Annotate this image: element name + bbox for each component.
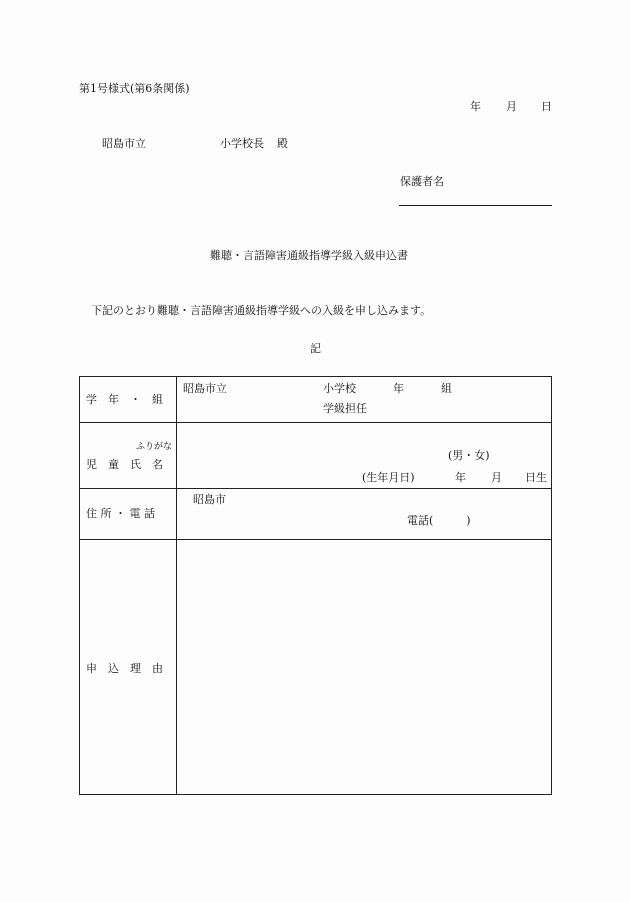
phone-field[interactable]: 電話( ) <box>407 514 471 527</box>
date-day-label: 日 <box>541 100 552 113</box>
grade-class-label: 学 年 ・ 組 <box>86 393 163 406</box>
reason-label: 申 込 理 由 <box>86 662 163 675</box>
reason-input-area[interactable] <box>178 541 550 793</box>
guardian-label: 保護者名 <box>400 175 444 188</box>
ki-marker: 記 <box>310 342 321 355</box>
addressee-school: 小学校長 <box>220 137 264 150</box>
table-divider-vertical <box>176 377 177 794</box>
birth-month: 月 <box>491 471 502 484</box>
date-month-label: 月 <box>506 100 517 113</box>
address-phone-label: 住 所 ・ 電 話 <box>86 507 155 520</box>
furigana-label: ふりがな <box>136 442 173 452</box>
grade-year: 年 <box>393 382 404 395</box>
child-name-label: 児 童 氏 名 <box>86 458 163 471</box>
form-number: 第1号様式(第6条関係) <box>79 82 190 95</box>
row-divider <box>80 488 551 489</box>
application-table <box>79 376 552 795</box>
sex-selector[interactable]: (男・女) <box>448 449 490 462</box>
guardian-signature-line[interactable] <box>399 205 552 206</box>
addressee-city: 昭島市立 <box>102 137 146 150</box>
addressee-honorific: 殿 <box>277 137 288 150</box>
birthdate-label: (生年月日) <box>362 471 415 484</box>
birth-year: 年 <box>455 471 466 484</box>
form-title: 難聴・言語障害通級指導学級入級申込書 <box>210 249 408 262</box>
statement: 下記のとおり難聴・言語障害通級指導学級への入級を申し込みます。 <box>91 304 432 317</box>
row-divider <box>80 539 551 540</box>
class-teacher-label: 学級担任 <box>323 402 367 415</box>
date-year-label: 年 <box>470 100 481 113</box>
grade-school: 小学校 <box>323 382 356 395</box>
address-city: 昭島市 <box>193 493 226 506</box>
grade-city: 昭島市立 <box>183 382 227 395</box>
birth-day: 日生 <box>525 471 547 484</box>
grade-class: 組 <box>441 382 452 395</box>
row-divider <box>80 422 551 423</box>
